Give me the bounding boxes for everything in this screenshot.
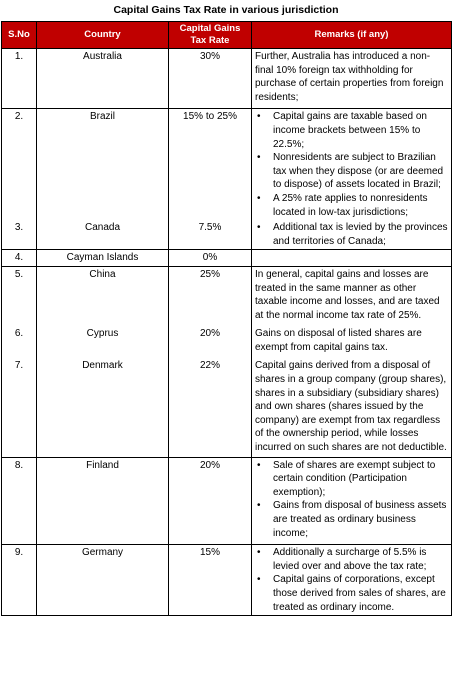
remark-bullet: • Additional tax is levied by the provinces and territories of Canada; <box>255 221 448 248</box>
table-row <box>2 49 452 109</box>
remark-text: Capital gains derived from a disposal of shares in a group company (group shares), shares in a subsidiary (subsidiary shares) and own shares (shares issued by the company) are exempt from tax regardless of the ownership period, while losses incurred on such shares are not deductible. <box>255 360 447 454</box>
remark-text: Further, Australia has introduced a non-final 10% foreign tax withholding for purchase of certain properties from foreign residents; <box>255 51 444 103</box>
cell-remark <box>252 326 452 358</box>
cell-country: Cayman Islands <box>37 250 169 267</box>
cell-remark <box>252 266 452 326</box>
header-remarks: Remarks (if any) <box>252 22 452 49</box>
table-row <box>2 358 452 457</box>
table-row <box>2 545 452 616</box>
remark-bullet: • Sale of shares are exempt subject to certain condition (Participation exemption); <box>255 459 448 500</box>
cell-rate: 15% <box>169 545 252 616</box>
cell-sno: 7. <box>2 358 37 457</box>
cell-remark <box>252 358 452 457</box>
remark-bullet: • A 25% rate applies to nonresidents located in low-tax jurisdictions; <box>255 192 448 219</box>
remark-bullet: • Additionally a surcharge of 5.5% is levied over and above the tax rate; <box>255 546 448 573</box>
cell-rate: 0% <box>169 250 252 267</box>
cell-rate: 15% to 25% <box>169 109 252 220</box>
cell-rate: 7.5% <box>169 220 252 250</box>
remark-list <box>255 221 448 248</box>
cell-rate: 22% <box>169 358 252 457</box>
cell-sno: 8. <box>2 457 37 545</box>
cell-country: Australia <box>37 49 169 109</box>
table-row <box>2 250 452 267</box>
table-row <box>2 457 452 545</box>
cell-rate: 20% <box>169 326 252 358</box>
cell-remark <box>252 220 452 250</box>
tax-rate-table <box>1 21 452 616</box>
remark-bullet: • Nonresidents are subject to Brazilian tax when they dispose (or are deemed to dispose) of assets located in Brazil; <box>255 151 448 192</box>
cell-remark <box>252 250 452 267</box>
header-country: Country <box>37 22 169 49</box>
cell-country: Denmark <box>37 358 169 457</box>
cell-sno: 3. <box>2 220 37 250</box>
cell-sno: 1. <box>2 49 37 109</box>
table-row <box>2 109 452 220</box>
cell-country: Finland <box>37 457 169 545</box>
remark-bullet: • Capital gains of corporations, except those derived from sales of shares, are treated as ordinary income. <box>255 573 448 614</box>
header-rate-line1: Capital Gains <box>179 23 241 34</box>
table-header-row <box>2 22 452 49</box>
table-row <box>2 220 452 250</box>
page-title: Capital Gains Tax Rate in various jurisdiction <box>113 4 339 16</box>
cell-remark <box>252 109 452 220</box>
header-sno: S.No <box>2 22 37 49</box>
cell-country: Brazil <box>37 109 169 220</box>
cell-remark <box>252 457 452 545</box>
table-row <box>2 326 452 358</box>
cell-sno: 9. <box>2 545 37 616</box>
cell-country: Canada <box>37 220 169 250</box>
remark-text: Gains on disposal of listed shares are exempt from capital gains tax. <box>255 328 422 353</box>
remark-list <box>255 110 448 219</box>
cell-country: Germany <box>37 545 169 616</box>
cell-sno: 4. <box>2 250 37 267</box>
header-rate-line2: Tax Rate <box>190 35 230 46</box>
header-rate <box>169 22 252 49</box>
remark-bullet: • Gains from disposal of business assets are treated as ordinary business income; <box>255 499 448 540</box>
remark-text: In general, capital gains and losses are treated in the same manner as other taxable income and losses, and are taxed at the normal income tax rate of 25%. <box>255 268 440 321</box>
remark-list <box>255 546 448 614</box>
cell-rate: 30% <box>169 49 252 109</box>
cell-remark <box>252 545 452 616</box>
cell-sno: 6. <box>2 326 37 358</box>
remark-bullet: • Capital gains are taxable based on income brackets between 15% to 22.5%; <box>255 110 448 151</box>
cell-country: China <box>37 266 169 326</box>
cell-sno: 2. <box>2 109 37 220</box>
remark-list <box>255 459 448 541</box>
table-row <box>2 266 452 326</box>
cell-remark <box>252 49 452 109</box>
cell-rate: 25% <box>169 266 252 326</box>
cell-sno: 5. <box>2 266 37 326</box>
cell-rate: 20% <box>169 457 252 545</box>
cell-country: Cyprus <box>37 326 169 358</box>
